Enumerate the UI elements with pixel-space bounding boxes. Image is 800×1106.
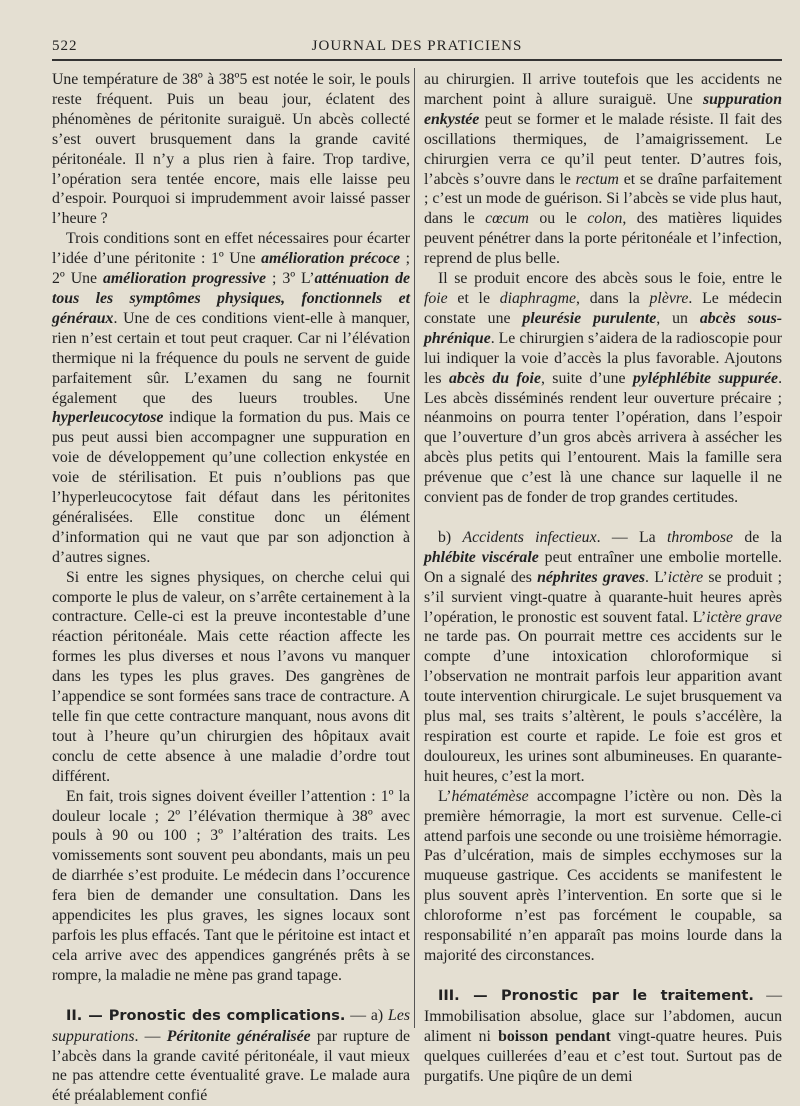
section-heading-paragraph: III. — Pronostic par le traitement. — Immobilisation absolue, glace sur l’abdomen, aucun aliment ni boisson pendant vingt-quatre heures. Puis quelques cuillerées d’eau et c’est tout. Surtout pas de purgatifs. Une piqûre de un demi [424,986,783,1085]
section-heading: III. — Pronostic par le traitement. [438,987,754,1004]
journal-title: JOURNAL DES PRATICIENS [311,38,523,54]
spacer [52,986,410,1006]
paragraph: En fait, trois signes doivent éveiller l’attention : 1º la douleur locale ; 2º l’élévation thermique à 38º avec pouls à 90 ou 100 ; 3º l’altération des traits. Les vomissements sont souvent peu abondants, mais un peu de diarrhée s’est produite. Le médecin dans l’occurence fera bien de demander une consultation. Dans les appendicites les plus graves, les signes locaux sont parfois les plus effacés. Tant que le péritoine est intact et cela arrive avec des appendices gangrénés prêts à se rompre, la maladie ne mène pas grand tapage. [52,787,410,984]
paragraph: b) Accidents infectieux. — La thrombose de la phlébite viscérale peut entraîner une embolie mortelle. On a signalé des néphrites graves. L’ictère se produit ; s’il survient vingt-quatre à quarante-huit heures après l’opération, le pronostic est souvent fatal. L’ictère grave ne tarde pas. On pourrait mettre ces accidents sur le compte d’une intoxication chloroformique si l’observation ne montrait parfois leur apparition avant toute intervention chirurgicale. Le sujet brusquement va plus mal, ses traits s’altèrent, le pouls s’accélère, la respiration est courte et rapide. Le foie est gros et douloureux, les urines sont albumineuses. En quarante-huit heures, c’est la mort. [424,528,782,785]
column-divider [414,68,415,1028]
page-header [52,38,782,58]
page-number: 522 [52,38,78,54]
left-column [52,70,410,1106]
right-column [424,70,782,1086]
paragraph: Il se produit encore des abcès sous le foie, entre le foie et le diaphragme, dans la plèvre. Le médecin constate une pleurésie purulente, un abcès sous-phrénique. Le chirurgien s’aidera de la radioscopie pour lui indiquer la voie d’accès la plus favorable. Ajoutons les abcès du foie, suite d’une pyléphlébite suppurée. Les abcès disséminés rendent leur ouverture précaire ; néanmoins on pourra tenter l’opération, dans l’espoir que l’ouverture d’un gros abcès arrivera à assécher les abcès plus petits qui l’entourent. Mais la famille sera prévenue que c’est là une chance sur laquelle il ne convient pas de fonder de trop grandes certitudes. [424,270,783,507]
paragraph: Trois conditions sont en effet nécessaires pour écarter l’idée d’une péritonite : 1º Une amélioration précoce ; 2º Une amélioration progressive ; 3º L’atténuation de tous les symptômes physiques, fonctionnels et généraux. Une de ces conditions vient-elle à manquer, rien n’est certain et tout peut craquer. Car ni l’élévation thermique ni la fréquence du pouls ne servent de guide parfaitement sûr. L’examen du sang ne fournit également que des lueurs troubles. Une hyperleucocytose indique la formation du pus. Mais ce pus peut aussi bien accompagner une suppuration en voie de développement qu’une collection enkystée en voie de stérilisation. Et puis n’oublions pas que l’hyperleucocytose fait défaut dans les péritonites généralisées. Elle constitue donc un élément d’information qui ne vaut que par son adjonction à d’autres signes. [52,230,411,566]
section-heading: II. — Pronostic des complications. [66,1007,346,1024]
paragraph: Une température de 38º à 38º5 est notée le soir, le pouls reste fréquent. Puis un beau jour, éclatent des phénomènes de péritonite suraiguë. Un abcès collecté s’est ouvert brusquement dans la grande cavité péritonéale. Il n’y a plus rien à faire. Trop tardive, l’opération sera tentée encore, mais elle laisse peu d’espoir. Pourquoi si imprudemment avoir laissé passer l’heure ? [52,71,410,228]
paragraph: Si entre les signes physiques, on cherche celui qui comporte le plus de valeur, on s’arrête certainement à la contracture. Celle-ci est la preuve incontestable d’une réaction péritonéale. Mais cette réaction affecte les formes les plus diverses et nous l’avons vu manquer dans les types les plus graves. Des gangrènes de l’appendice se sont formées sans trace de contracture. A telle fin que cette contracture manquant, nous avons dit tout à l’heure qu’un chirurgien des hôpitaux avait conclu de cette absence à une maladie d’ordre tout différent. [52,568,410,785]
spacer [424,966,782,986]
spacer [424,508,782,528]
paragraph: au chirurgien. Il arrive toutefois que les accidents ne marchent point à allure suraiguë. Une suppuration enkystée peut se former et le malade résiste. Il fait des oscillations thermiques, de l’amaigrissement. Le chirurgien verra ce qu’il peut tenter. D’autres fois, l’abcès s’ouvre dans le rectum et se draîne parfaitement ; c’est un mode de guérison. Si l’abcès se vide plus haut, dans le cœcum ou le colon, des matières liquides peuvent pénétrer dans la porte péritonéale et l’infection, reprend de plus belle. [424,71,782,268]
header-rule [52,59,782,61]
section-heading-paragraph: II. — Pronostic des complications. — a) Les suppurations. — Péritonite généralisée par rupture de l’abcès dans la grande cavité péritonéale, il vaut mieux ne pas attendre cette éventualité grave. Le malade aura été préalablement confié [52,1006,410,1105]
paragraph: L’hématémèse accompagne l’ictère ou non. Dès la première hémorragie, la mort est survenue. Celle-ci attend parfois une seconde ou une troisième hémorragie. Pas d’ulcération, mais de simples ecchymoses sur la muqueuse gastrique. Ces accidents se manifestent le plus souvent après l’intervention. En sorte que si le chloroforme n’est pas forcément le coupable, sa responsabilité n’en apparaît pas moins lourde dans la majorité des circonstances. [424,787,782,964]
